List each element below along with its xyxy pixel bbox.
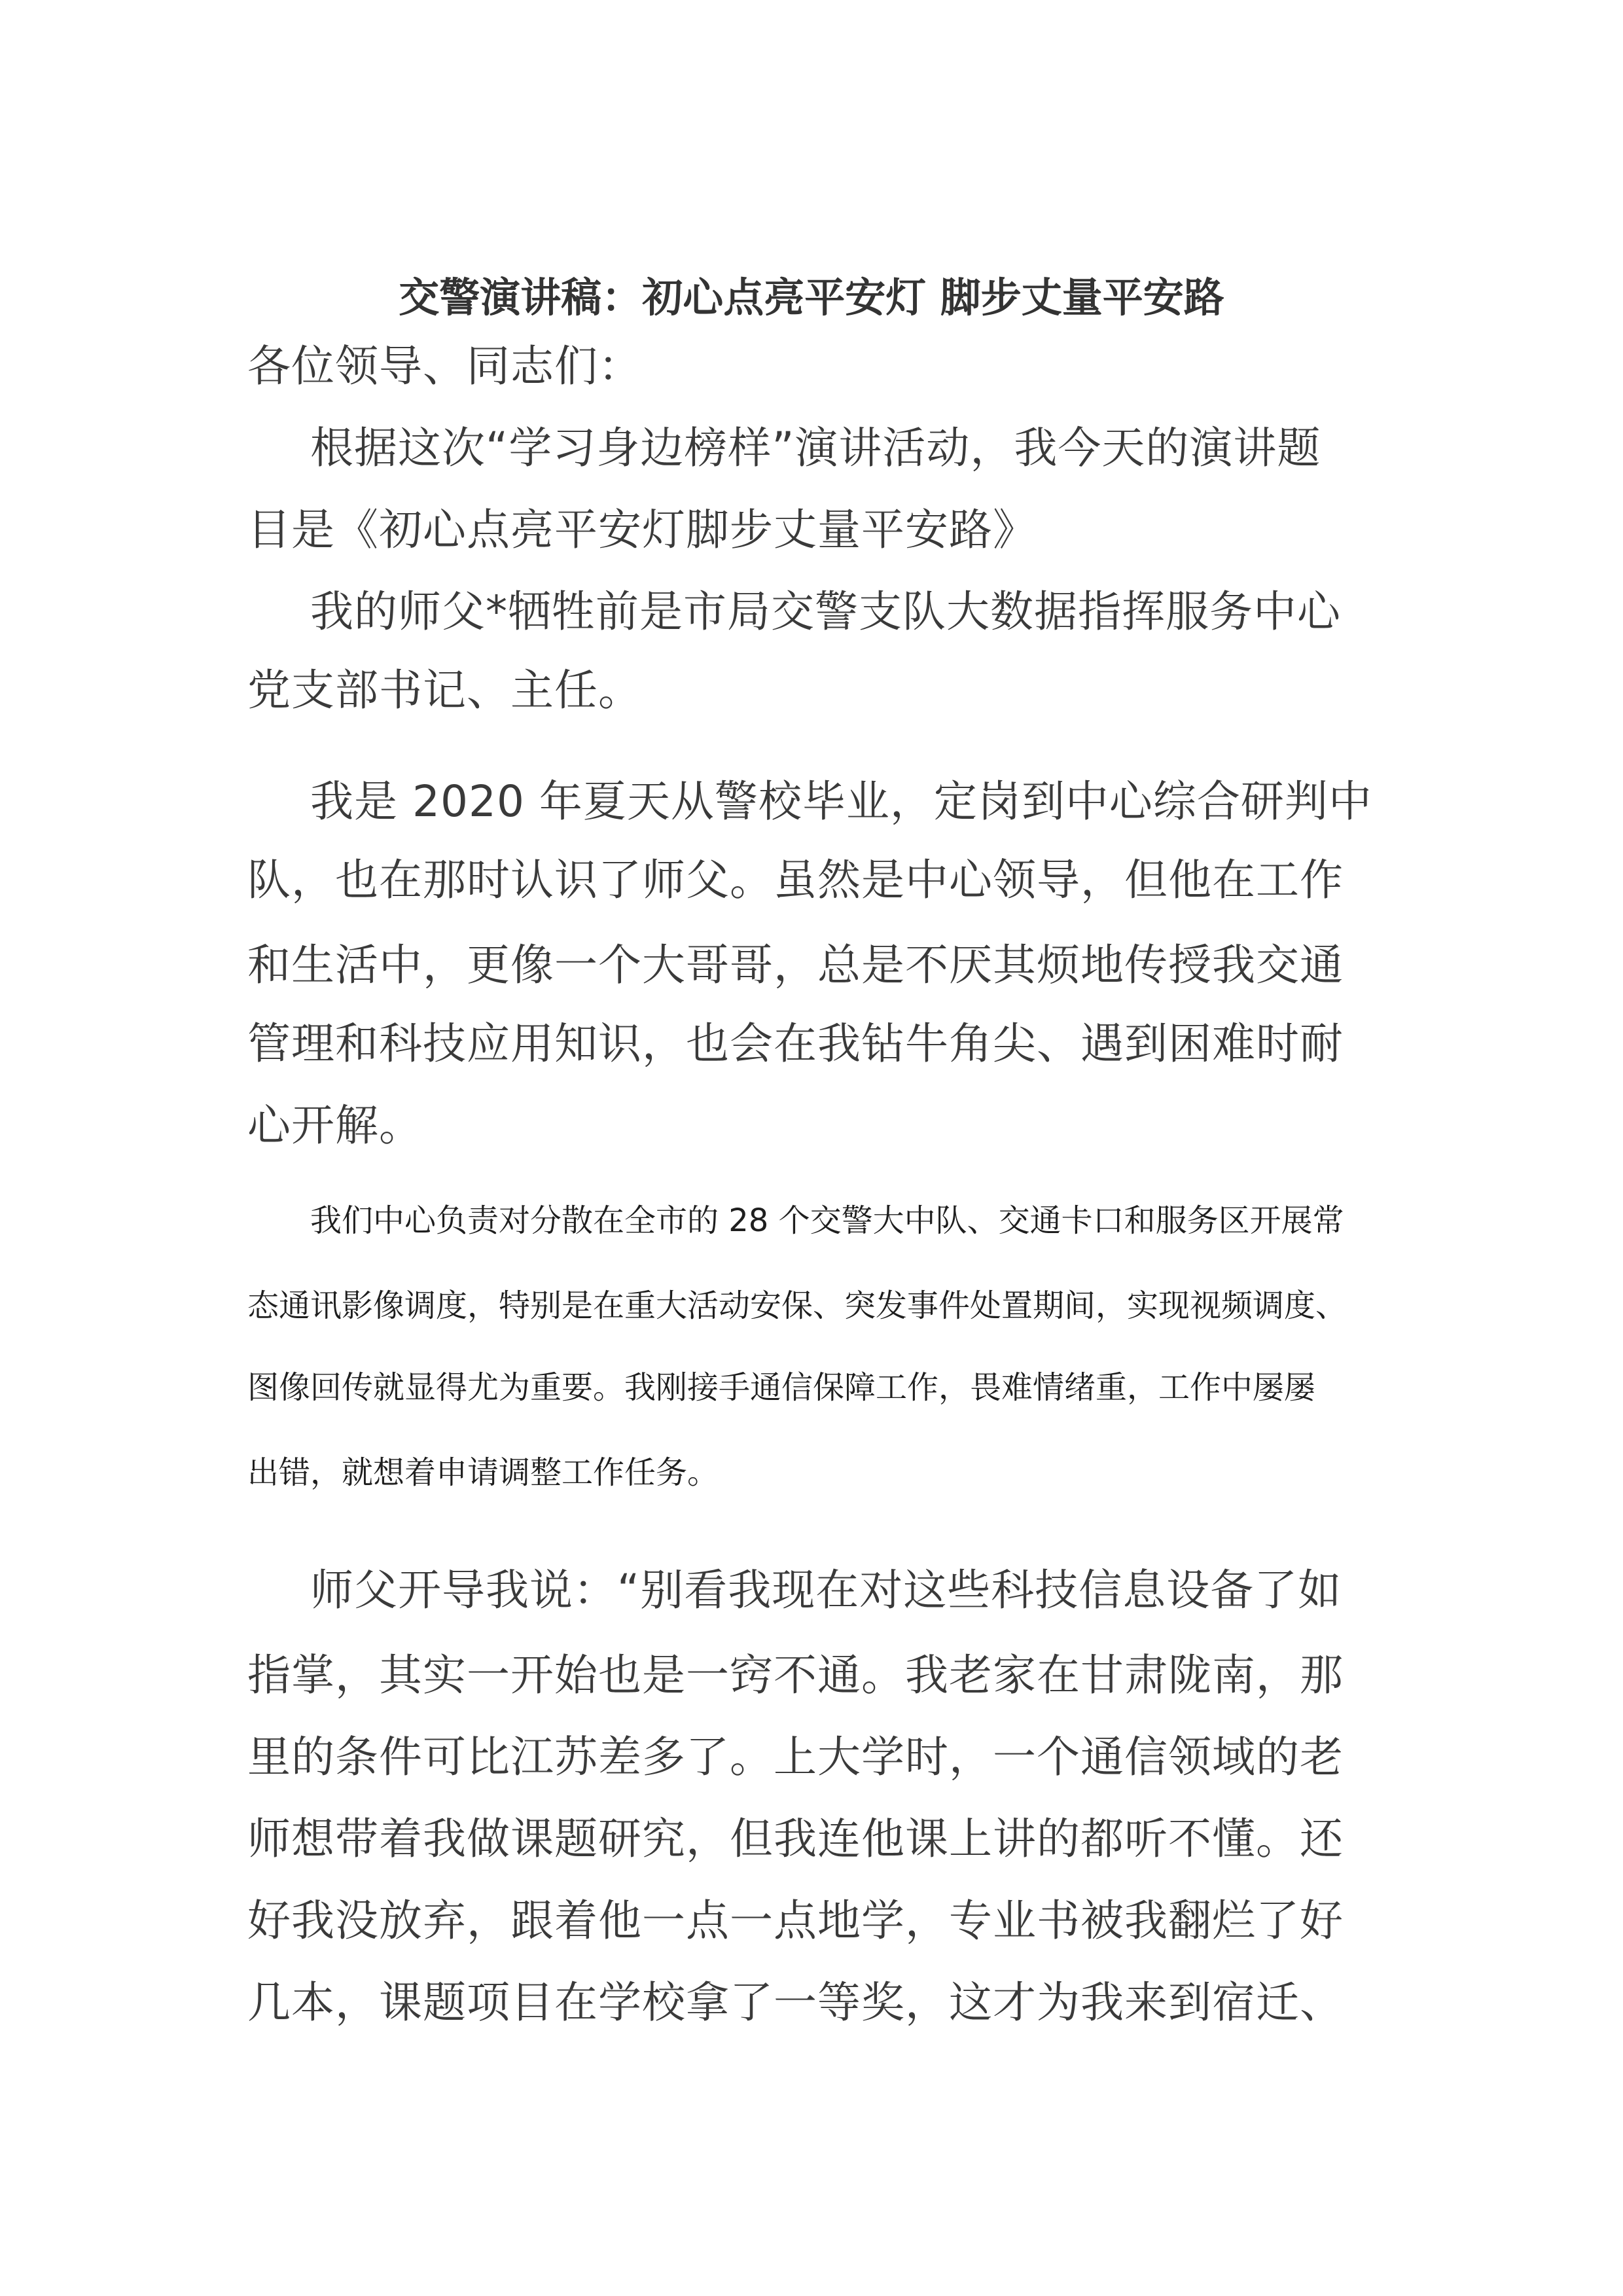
document-title: 交警演讲稿：初心点亮平安灯 脚步丈量平安路 (399, 274, 1224, 321)
paragraph-1-line-1: 根据这次“学习身边榜样”演讲活动，我今天的演讲题 (310, 423, 1321, 473)
paragraph-3-line-1: 我是 2020 年夏天从警校毕业，定岗到中心综合研判中 (310, 776, 1372, 827)
paragraph-5-line-4: 师想带着我做课题研究，但我连他课上讲的都听不懂。还 (247, 1814, 1344, 1864)
paragraph-4-line-1: 我们中心负责对分散在全市的 28 个交警大中队、交通卡口和服务区开展常 (310, 1202, 1344, 1239)
paragraph-4-line-3: 图像回传就显得尤为重要。我刚接手通信保障工作，畏难情绪重，工作中屡屡 (247, 1369, 1316, 1406)
greeting-line: 各位领导、同志们： (247, 341, 642, 391)
paragraph-5-line-5: 好我没放弃，跟着他一点一点地学，专业书被我翻烂了好 (247, 1895, 1344, 1946)
paragraph-5-line-6: 几本，课题项目在学校拿了一等奖，这才为我来到宿迁、 (247, 1977, 1344, 2028)
paragraph-1-line-2: 目是《初心点亮平安灯脚步丈量平安路》 (247, 505, 1037, 555)
paragraph-3-line-3: 和生活中，更像一个大哥哥，总是不厌其烦地传授我交通 (247, 940, 1344, 990)
paragraph-4-line-2: 态通讯影像调度，特别是在重大活动安保、突发事件处置期间，实现视频调度、 (247, 1287, 1347, 1324)
paragraph-5-line-3: 里的条件可比江苏差多了。上大学时，一个通信领域的老 (247, 1732, 1344, 1782)
paragraph-3-line-4: 管理和科技应用知识，也会在我钻牛角尖、遇到困难时耐 (247, 1018, 1344, 1069)
paragraph-3-line-5: 心开解。 (247, 1100, 423, 1151)
paragraph-2-line-2: 党支部书记、主任。 (247, 665, 642, 715)
paragraph-3-line-2: 队，也在那时认识了师父。虽然是中心领导，但他在工作 (247, 855, 1344, 905)
paragraph-5-line-1: 师父开导我说：“别看我现在对这些科技信息设备了如 (310, 1565, 1342, 1615)
paragraph-4-line-4: 出错，就想着申请调整工作任务。 (247, 1454, 719, 1491)
paragraph-5-line-2: 指掌，其实一开始也是一窍不通。我老家在甘肃陇南，那 (247, 1650, 1344, 1700)
paragraph-2-line-1: 我的师父*牺牲前是市局交警支队大数据指挥服务中心 (310, 586, 1341, 637)
